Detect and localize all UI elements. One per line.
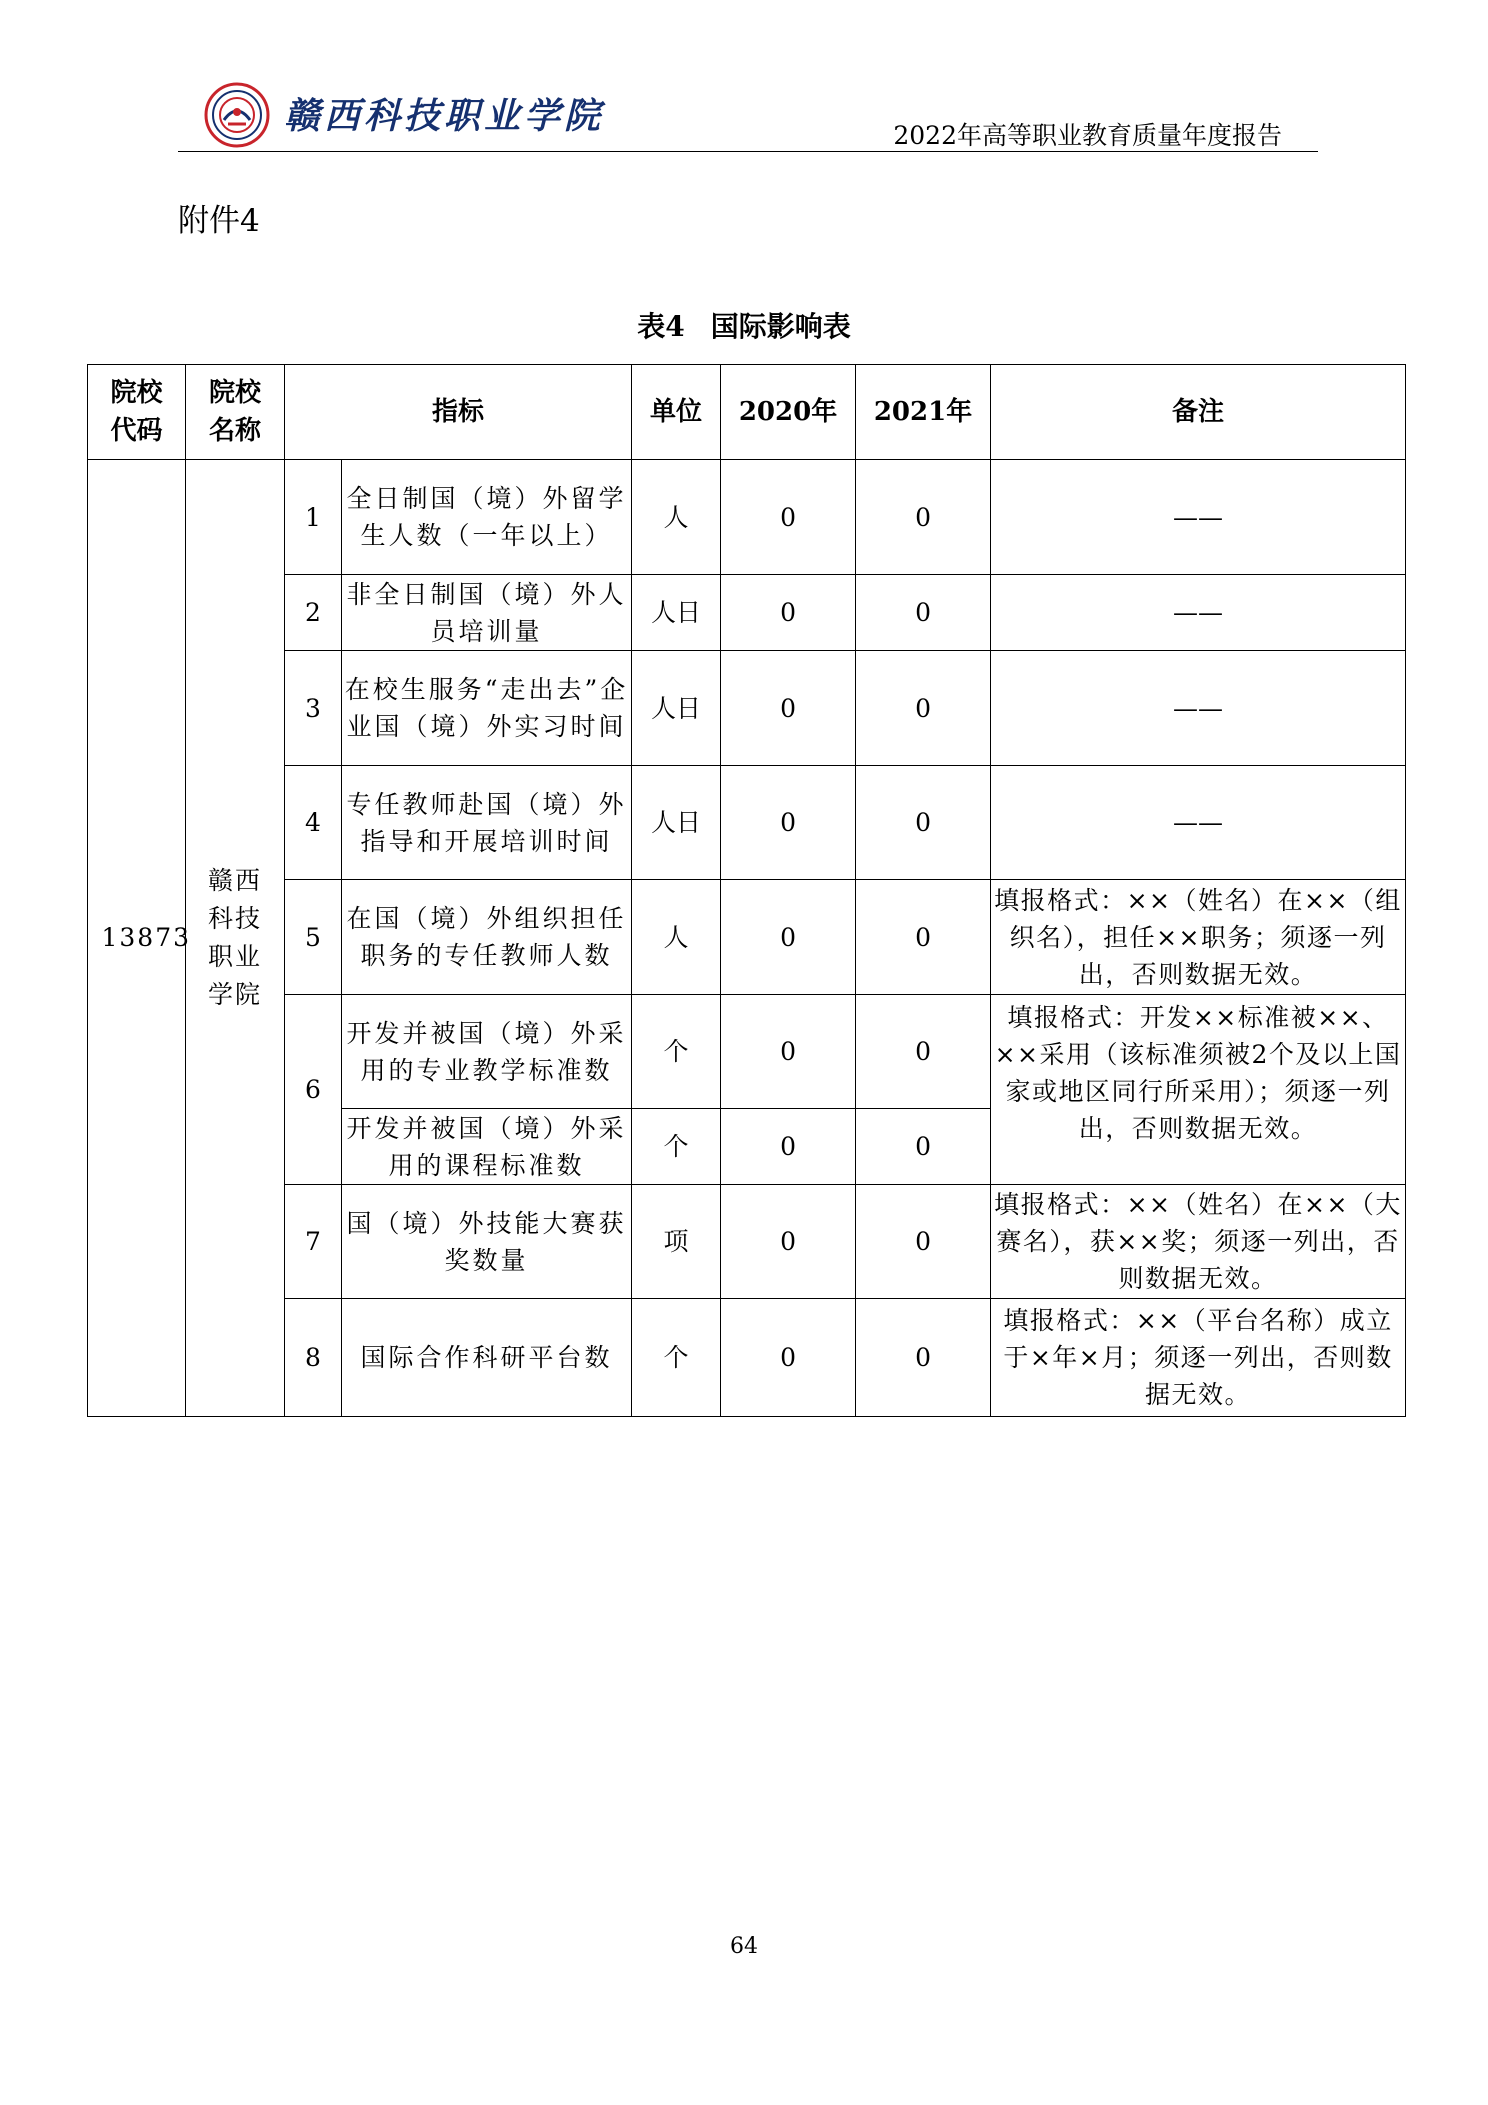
indicator-cell: 专任教师赴国（境）外指导和开展培训时间 [342,766,632,880]
value-2020-cell: 0 [721,575,856,651]
header-divider [178,151,1318,152]
row-number: 5 [285,880,342,995]
table-number: 表4 [637,310,685,343]
value-2020-cell: 0 [721,1109,856,1185]
page-header [178,76,1318,156]
header-school-code: 院校代码 [88,365,186,460]
indicator-cell: 在校生服务“走出去”企业国（境）外实习时间 [342,651,632,766]
unit-cell: 人日 [632,651,721,766]
value-2020-cell: 0 [721,651,856,766]
unit-cell: 人 [632,460,721,575]
value-2021-cell: 0 [856,575,991,651]
table-header-row [88,365,1406,460]
value-2020-cell: 0 [721,880,856,995]
table-row [88,651,1406,766]
row-number: 3 [285,651,342,766]
table-row [88,766,1406,880]
school-emblem-icon [204,82,270,148]
value-2021-cell: 0 [856,1299,991,1417]
unit-cell: 人日 [632,575,721,651]
remark-cell: —— [991,575,1406,651]
table-row [88,460,1406,575]
table-row [88,1185,1406,1299]
school-name: 赣西科技职业学院 [284,95,605,137]
remark-cell: —— [991,460,1406,575]
value-2020-cell: 0 [721,766,856,880]
indicator-cell: 在国（境）外组织担任职务的专任教师人数 [342,880,632,995]
report-title: 2022年高等职业教育质量年度报告 [893,121,1282,150]
attachment-label: 附件4 [178,203,260,239]
remark-cell: 填报格式：开发××标准被××、××采用（该标准须被2个及以上国家或地区同行所采用）；须逐一列出，否则数据无效。 [991,995,1406,1185]
row-number: 4 [285,766,342,880]
school-code-cell: 13873 [88,460,186,1417]
remark-cell: —— [991,651,1406,766]
value-2021-cell: 0 [856,880,991,995]
indicator-cell: 全日制国（境）外留学生人数（一年以上） [342,460,632,575]
value-2021-cell: 0 [856,1109,991,1185]
row-number: 1 [285,460,342,575]
international-influence-table [87,364,1406,1417]
remark-cell: 填报格式：××（平台名称）成立于×年×月；须逐一列出，否则数据无效。 [991,1299,1406,1417]
header-remark: 备注 [991,365,1406,460]
value-2021-cell: 0 [856,460,991,575]
unit-cell: 个 [632,1299,721,1417]
value-2021-cell: 0 [856,766,991,880]
table-row [88,995,1406,1109]
header-unit: 单位 [632,365,721,460]
table-row [88,880,1406,995]
table-name: 国际影响表 [710,310,851,343]
table-row [88,1299,1406,1417]
header-2021: 2021年 [856,365,991,460]
unit-cell: 个 [632,995,721,1109]
row-number: 2 [285,575,342,651]
value-2020-cell: 0 [721,995,856,1109]
indicator-cell: 国（境）外技能大赛获奖数量 [342,1185,632,1299]
value-2020-cell: 0 [721,1185,856,1299]
unit-cell: 人 [632,880,721,995]
table-row [88,575,1406,651]
table-caption [0,305,1488,345]
indicator-cell: 开发并被国（境）外采用的课程标准数 [342,1109,632,1185]
value-2021-cell: 0 [856,651,991,766]
indicator-cell: 开发并被国（境）外采用的专业教学标准数 [342,995,632,1109]
header-indicator: 指标 [285,365,632,460]
header-school-name: 院校名称 [186,365,285,460]
row-number: 8 [285,1299,342,1417]
value-2021-cell: 0 [856,995,991,1109]
unit-cell: 人日 [632,766,721,880]
header-2020: 2020年 [721,365,856,460]
row-number: 7 [285,1185,342,1299]
value-2020-cell: 0 [721,1299,856,1417]
unit-cell: 项 [632,1185,721,1299]
unit-cell: 个 [632,1109,721,1185]
row-number: 6 [285,995,342,1185]
indicator-cell: 非全日制国（境）外人员培训量 [342,575,632,651]
page-number: 64 [730,1934,758,1959]
remark-cell: —— [991,766,1406,880]
value-2021-cell: 0 [856,1185,991,1299]
remark-cell: 填报格式：××（姓名）在××（大赛名），获××奖；须逐一列出，否则数据无效。 [991,1185,1406,1299]
value-2020-cell: 0 [721,460,856,575]
indicator-cell: 国际合作科研平台数 [342,1299,632,1417]
remark-cell: 填报格式：××（姓名）在××（组织名），担任××职务；须逐一列出，否则数据无效。 [991,880,1406,995]
school-name-cell: 赣西科技职业学院 [186,460,285,1417]
